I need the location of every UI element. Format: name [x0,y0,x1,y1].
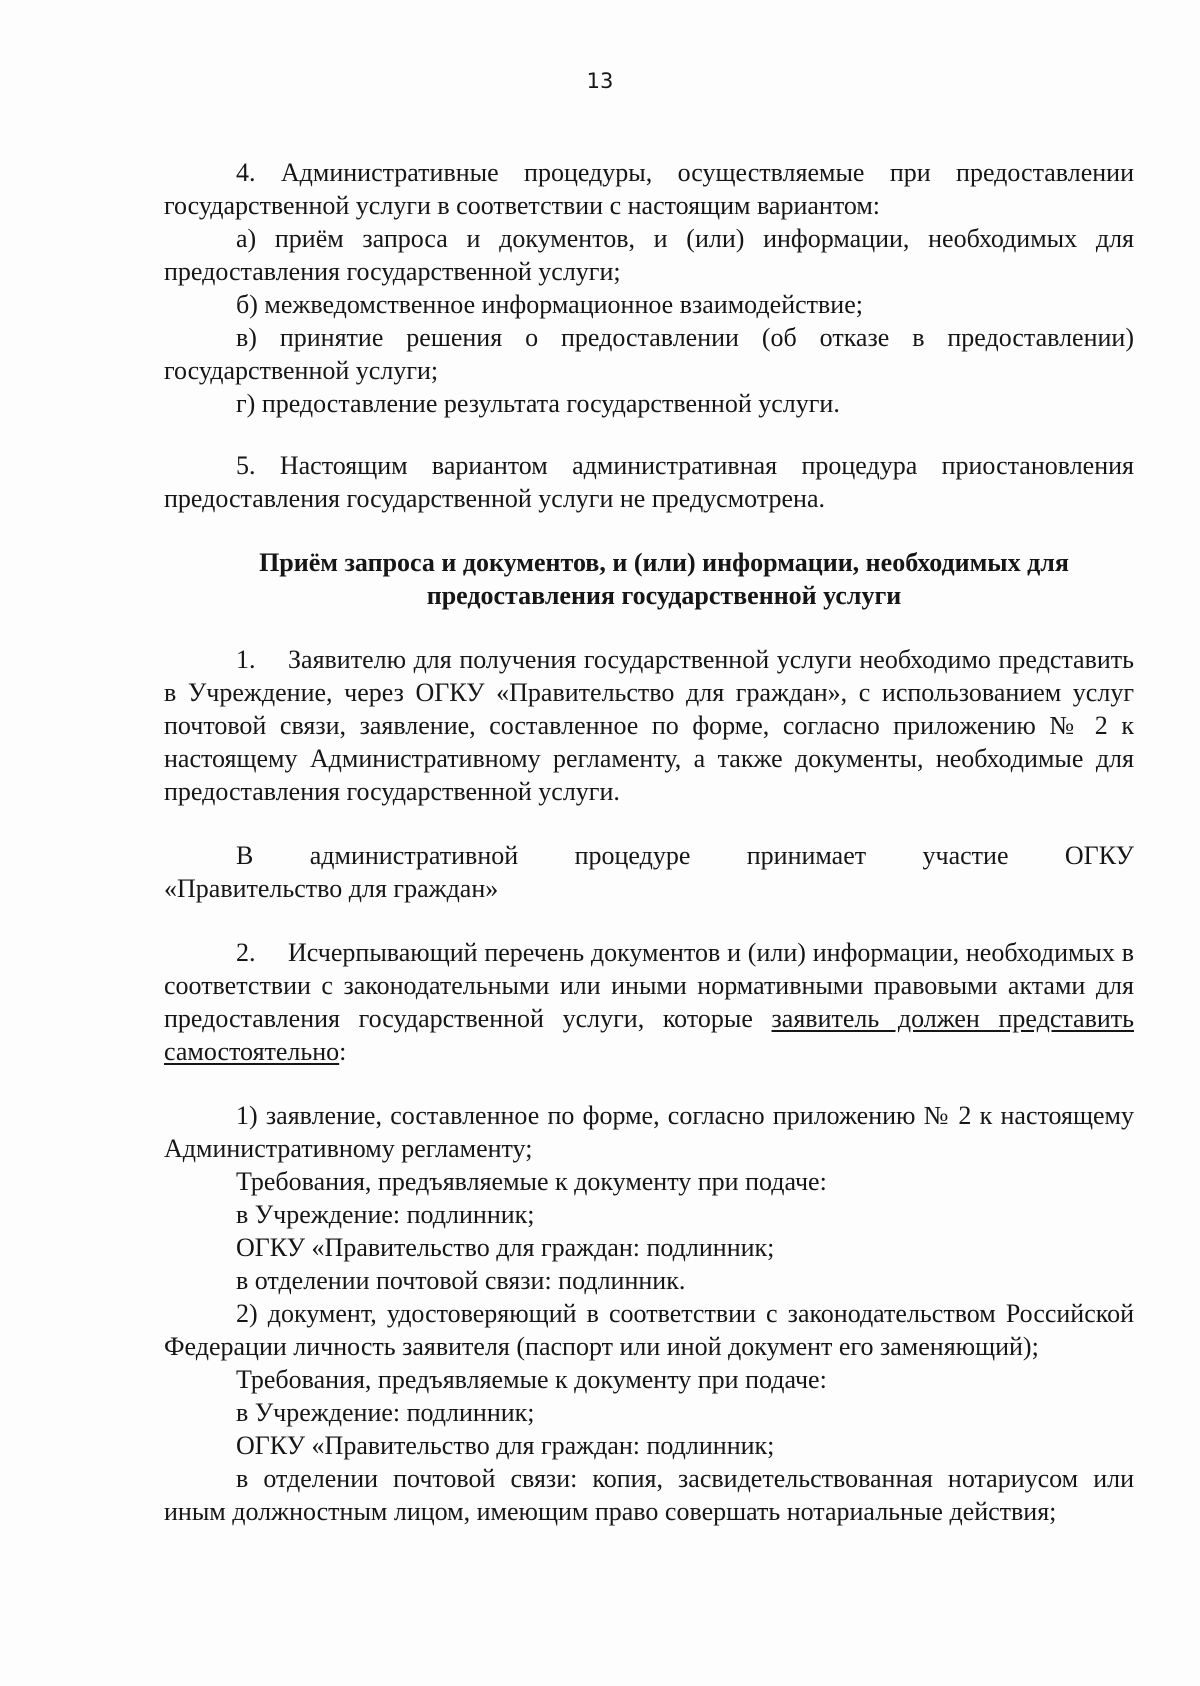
document-2-requirement: в Учреждение: подлинник; [236,1398,535,1427]
paragraph-2-number: 2. [236,938,256,967]
section-4-item-b: б) межведомственное информационное взаимодействие; [236,290,863,319]
participation-word: процедуре [574,841,691,870]
document-2-title: 2) документ, удостоверяющий в соответствии с законодательством Российской Федерации личность заявителя (паспорт или иной документ его заменяющий); [164,1299,1134,1361]
document-body [164,156,1134,1528]
paragraph-1-text: Заявителю для получения государственной услуги необходимо представить в Учреждение, через ОГКУ «Правительство для граждан», с использованием услуг почтовой связи, заявление, составленное по форме, согласно приложению № 2 к настоящему Административному регламенту, а также документы, необходимые для предоставления государственной услуги. [164,645,1134,806]
paragraph-2-underlined: заявитель должен представить самостоятельно [164,1004,1134,1066]
document-2-requirement: в отделении почтовой связи: копия, засвидетельствованная нотариусом или иным должностным лицом, имеющим право совершать нотариальные действия; [164,1464,1134,1526]
paragraph-2 [164,936,1134,1068]
document-1-requirements-heading: Требования, предъявляемые к документу при подаче: [236,1167,827,1196]
paragraph-1 [164,643,1134,808]
page-number: 13 [586,69,614,93]
participation-word: В [236,841,254,870]
participation-word: ОГКУ [1064,841,1134,870]
document-1-title: 1) заявление, составленное по форме, согласно приложению № 2 к настоящему Административному регламенту; [164,1101,1134,1163]
participation-line [164,839,1134,872]
section-heading: Приём запроса и документов, и (или) информации, необходимых для предоставления государственной услуги [259,548,1069,610]
document-1-requirement: в отделении почтовой связи: подлинник. [236,1266,686,1295]
document-2-requirements-heading: Требования, предъявляемые к документу при подаче: [236,1365,827,1394]
document-2-requirement: ОГКУ «Правительство для граждан: подлинник; [236,1431,775,1460]
spacer [164,612,1134,643]
section-5-paragraph: 5. Настоящим вариантом административная процедура приостановления предоставления государственной услуги не предусмотрена. [164,451,1134,513]
section-4-intro: 4. Административные процедуры, осуществляемые при предоставлении государственной услуги в соответствии с настоящим вариантом: [164,158,1134,220]
document-1-requirement: в Учреждение: подлинник; [236,1200,535,1229]
participation-line-2: «Правительство для граждан» [164,874,499,903]
paragraph-2-tail: : [339,1037,347,1066]
paragraph-2-text: Исчерпывающий перечень документов и (или) информации, необходимых в соответствии с законодательными или иными нормативными правовыми актами для предоставления государственной услуги, которые [164,938,1134,1033]
spacer [164,515,1134,546]
section-4-item-c: в) принятие решения о предоставлении (об отказе в предоставлении) государственной услуги; [164,323,1134,385]
spacer [164,808,1134,839]
participation-word: административной [309,841,519,870]
spacer [164,420,1134,449]
document-1-requirement: ОГКУ «Правительство для граждан: подлинник; [236,1233,775,1262]
section-4-item-d: г) предоставление результата государственной услуги. [236,389,840,418]
spacer [164,905,1134,936]
section-4-item-a: а) приём запроса и документов, и (или) информации, необходимых для предоставления государственной услуги; [164,224,1134,286]
participation-word: принимает [746,841,867,870]
participation-word: участие [922,841,1009,870]
paragraph-1-number: 1. [236,645,256,674]
spacer [164,1068,1134,1099]
